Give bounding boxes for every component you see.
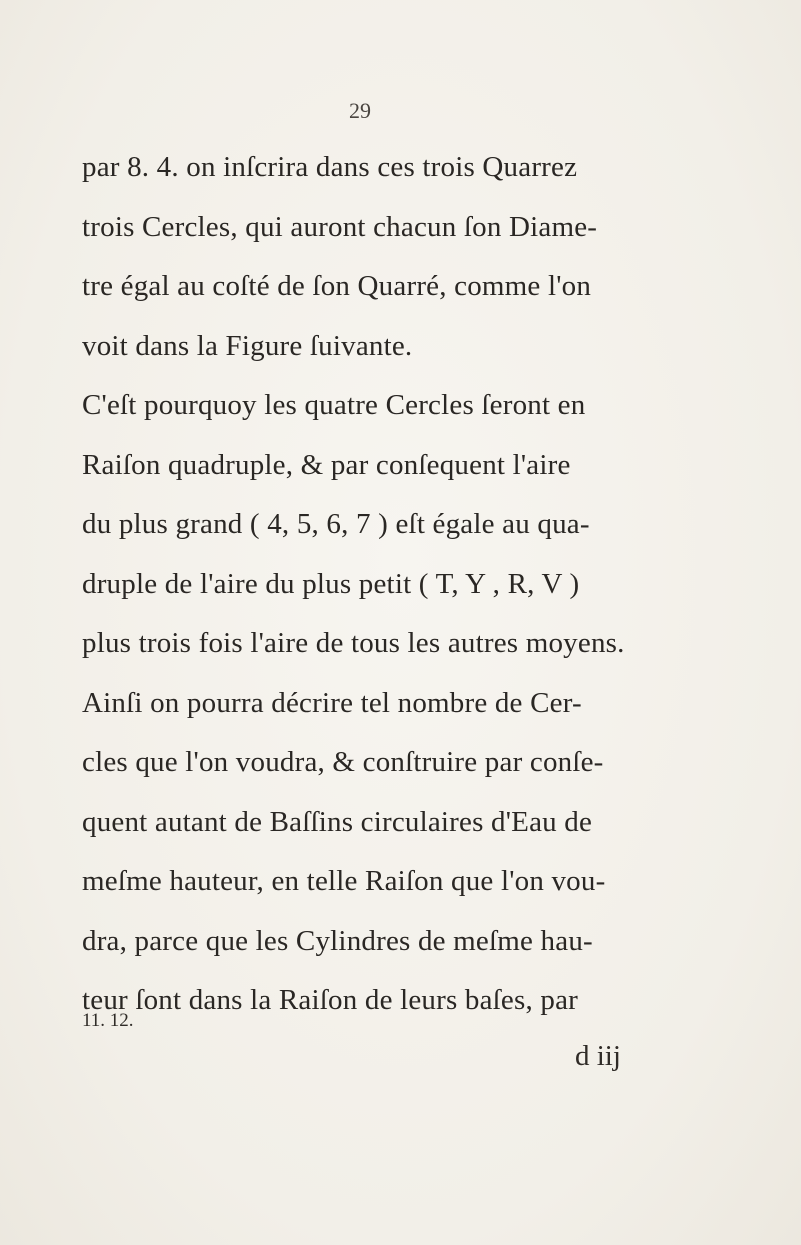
text-line: Ainſi on pourra décrire tel nombre de Cer- [82, 686, 582, 719]
text-line: teur ſont dans la Raiſon de leurs baſes, par [82, 984, 579, 1016]
text-line: C'eſt pourquoy les quatre Cercles ſeront en [82, 389, 586, 421]
text-line: meſme hauteur, en telle Raiſon que l'on vou- [82, 865, 606, 897]
text-line: druple de l'aire du plus petit ( T, Y , R, V ) [82, 567, 580, 600]
footnote-reference: 11. 12. [82, 1010, 134, 1031]
text-line: cles que l'on voudra, & conſtruire par conſe- [82, 746, 604, 778]
text-line: voit dans la Figure ſuivante. [82, 329, 413, 362]
body-text [82, 138, 690, 1031]
text-line: plus trois fois l'aire de tous les autres moyens. [82, 627, 625, 659]
text-line: dra, parce que les Cylindres de meſme hau- [82, 924, 593, 957]
signature-mark: d iij [575, 1040, 621, 1072]
text-line: par 8. 4. on inſcrira dans ces trois Quarrez [82, 151, 578, 183]
text-line: tre égal au coſté de ſon Quarré, comme l'on [82, 270, 592, 302]
text-line: Raiſon quadruple, & par conſequent l'aire [82, 448, 571, 481]
text-line: trois Cercles, qui auront chacun ſon Diame- [82, 210, 598, 243]
text-line: quent autant de Baſſins circulaires d'Eau de [82, 805, 593, 838]
page-number: 29 [349, 98, 371, 123]
text-line: du plus grand ( 4, 5, 6, 7 ) eſt égale au qua- [82, 508, 590, 540]
